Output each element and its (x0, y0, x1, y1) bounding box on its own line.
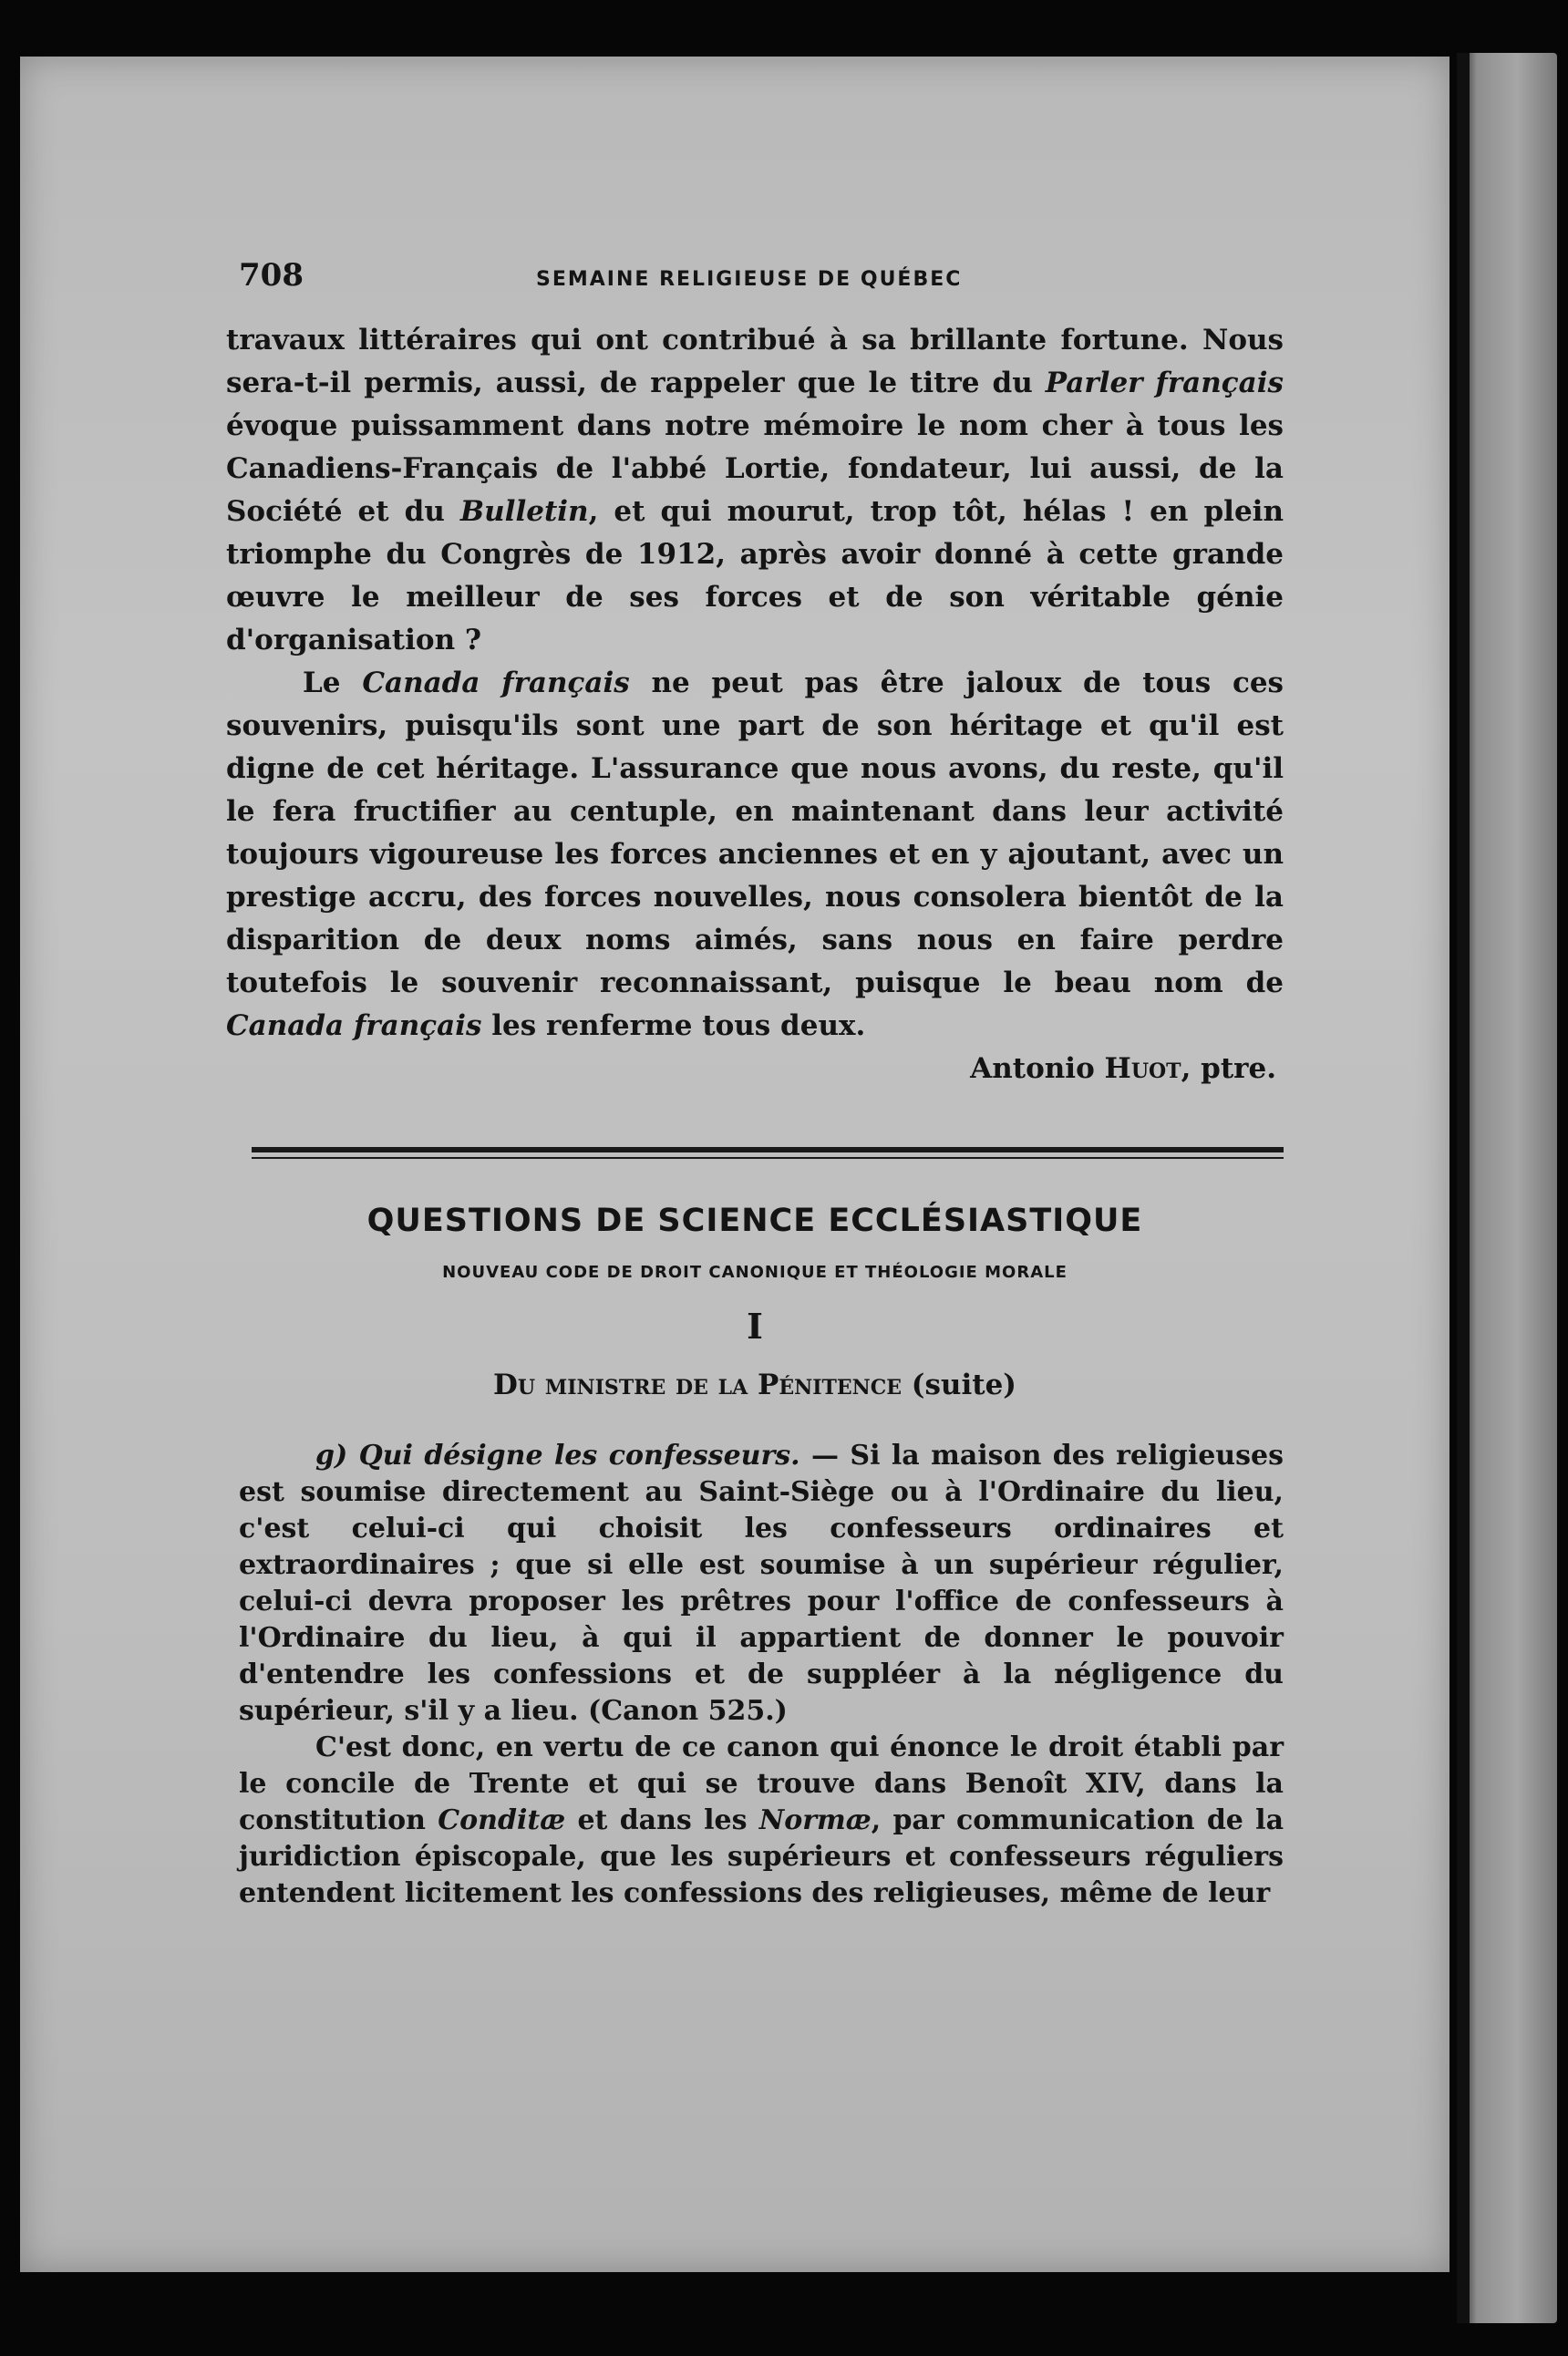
article2-paragraph-2 (239, 1730, 1284, 1912)
page-content (226, 257, 1284, 1912)
signature-suffix: , ptre. (1181, 1052, 1276, 1085)
section-subtitle: NOUVEAU CODE DE DROIT CANONIQUE ET THÉOLOGIE MORALE (442, 1263, 1068, 1282)
chapter-heading (226, 1369, 1284, 1401)
page-header (226, 257, 1284, 312)
italic-term: Conditæ (438, 1804, 566, 1836)
signature-last: Huot (1104, 1052, 1181, 1085)
signature-first: Antonio (970, 1052, 1105, 1085)
text-span: et dans les (565, 1804, 759, 1836)
italic-title: Parler français (1045, 367, 1284, 399)
text-span: — Si la maison des religieuses est soumise directement au Saint-Siège ou à l'Ordinaire du lieu, c'est celui-ci qui choisit les confesseurs ordinaires et extraordinaires ; que si elle est soumise à un supérieur régulier, celui-ci devra proposer les prêtres pour l'office de confesseurs à l'Ordinaire du lieu, à qui il appartient de donner le pouvoir d'entendre les confessions et de suppléer à la négligence du supérieur, s'il y a lieu. (Canon 525.) (239, 1440, 1284, 1727)
text-span: C'est donc, en vertu de ce canon qui énonce le droit établi par le concile de Trente et qui se trouve dans Benoît XIV, dans la constitution (239, 1731, 1284, 1836)
heading-small-caps: Du ministre de la Pénitence (493, 1369, 903, 1401)
page-gutter (1457, 53, 1470, 2323)
article1-paragraph-2 (226, 662, 1284, 1048)
text-span: évoque puissamment dans notre mémoire le nom cher à tous les Canadiens-Français de l'abbé Lortie, fondateur, lui aussi, de la Société et du (226, 409, 1284, 528)
italic-term: Normæ (758, 1804, 872, 1836)
italic-title: Bulletin (459, 495, 589, 528)
text-span: , et qui mourut, trop tôt, hélas ! en plein triomphe du Congrès de 1912, après avoir donné à cette grande œuvre le meilleur de ses forces et de son véritable génie d'organisation ? (226, 495, 1284, 656)
author-signature (226, 1048, 1284, 1090)
italic-title: Canada français (226, 1009, 482, 1042)
facing-page-edge (1457, 53, 1557, 2323)
text-span: les renferme tous deux. (481, 1009, 866, 1042)
text-span: , par communication de la juridiction épiscopale, que les supérieurs et confesseurs réguliers entendent licitement les confessions des religieuses, même de leur (239, 1804, 1284, 1909)
article1-paragraph-1 (226, 319, 1284, 662)
text-span: travaux littéraires qui ont contribué à sa brillante fortune. Nous sera-t-il permis, aussi, de rappeler que le titre du (226, 324, 1284, 399)
italic-title: Canada français (362, 666, 630, 699)
text-span: Le (303, 666, 363, 699)
section-title: QUESTIONS DE SCIENCE ECCLÉSIASTIQUE (366, 1203, 1143, 1239)
book-page (20, 57, 1449, 2272)
chapter-number: I (747, 1306, 763, 1347)
page-number: 708 (239, 257, 304, 294)
article2-paragraph-1 (239, 1438, 1284, 1730)
text-span: ne peut pas être jaloux de tous ces souvenirs, puisqu'ils sont une part de son héritage et qu'il est digne de cet héritage. L'assurance que nous avons, du reste, qu'il le fera fructifier au centuple, en maintenant dans leur activité toujours vigoureuse les forces anciennes et en y ajoutant, avec un prestige accru, des forces nouvelles, nous consolera bientôt de la disparition de deux noms aimés, sans nous en faire perdre toutefois le souvenir reconnaissant, puisque le beau nom de (226, 666, 1284, 999)
running-head: SEMAINE RELIGIEUSE DE QUÉBEC (536, 268, 963, 291)
section-divider (252, 1147, 1284, 1159)
italic-lead: g) Qui désigne les confesseurs. (315, 1440, 800, 1472)
article2-body (226, 1438, 1284, 1912)
heading-rest: (suite) (902, 1369, 1016, 1401)
